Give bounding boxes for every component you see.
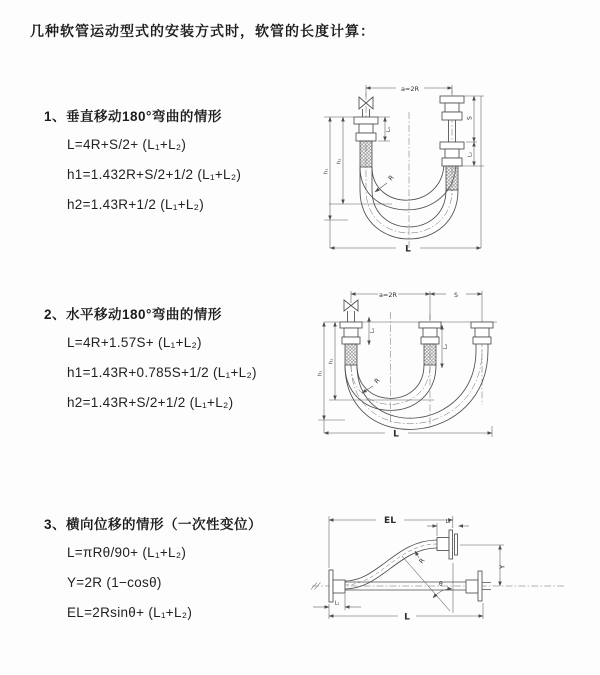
label-a2r: a=2R (400, 84, 420, 93)
section-2-heading: 2、水平移动180°弯曲的情形 (44, 307, 222, 322)
dimension-h1 (318, 322, 346, 433)
label-s: S (466, 116, 474, 120)
left-flange-joint (340, 322, 362, 344)
right-flange (466, 571, 491, 601)
label-h1: h₁ (317, 370, 324, 376)
angle-theta (402, 556, 453, 613)
left-flange (329, 570, 345, 602)
section-3-formula-1: L=πRθ/90+ (L₁+L₂) (67, 545, 187, 560)
hose-u-bends (345, 350, 488, 429)
page-title: 几种软管运动型式的安装方式时，软管的长度计算： (30, 23, 375, 39)
diagram-horizontal-180-bend (300, 283, 600, 455)
dimension-s (460, 96, 484, 248)
section-2-formula-1: L=4R+1.57S+ (L₁+L₂) (67, 335, 202, 350)
label-el: EL (384, 516, 396, 526)
label-y: Y (498, 564, 507, 569)
dimension-a2r (366, 85, 452, 97)
dimension-l2 (427, 519, 469, 536)
section-2-formula-2: h1=1.43R+0.785S+1/2 (L₁+L₂) (67, 365, 257, 380)
section-1-heading: 1、垂直移动180°弯曲的情形 (44, 109, 222, 124)
label-l2: L₂ (467, 151, 474, 157)
label-r: R (372, 376, 382, 386)
label-a2r: a=2R (378, 290, 398, 299)
label-h2: h₂ (336, 158, 343, 164)
label-h2: h₂ (328, 358, 335, 364)
label-s: S (454, 291, 458, 299)
dimension-l1 (369, 317, 376, 345)
dimension-el (329, 516, 453, 568)
middle-flange-joint (419, 322, 441, 344)
right-flange-joint-lower (440, 142, 464, 166)
diagram-vertical-180-bend (298, 58, 598, 263)
label-l2: L₂ (443, 343, 449, 349)
dimension-a2r (351, 291, 482, 322)
section-3 (44, 513, 262, 635)
label-l1: L₁ (334, 600, 340, 607)
section-1-formula-2: h1=1.432R+S/2+1/2 (L₁+L₂) (67, 167, 242, 182)
dimension-s (430, 292, 482, 299)
dimension-l (329, 600, 483, 623)
section-3-formula-2: Y=2R (1−cosθ) (67, 575, 162, 590)
section-1-formula-3: h2=1.43R+1/2 (L₁+L₂) (67, 197, 205, 212)
dimension-l2 (442, 325, 449, 368)
label-r: R (386, 173, 396, 183)
label-h1: h₁ (323, 168, 330, 174)
label-l2: L₂ (445, 519, 451, 525)
radius-leader (415, 551, 427, 565)
label-l: L (405, 244, 411, 255)
section-1-formula-1: L=4R+S/2+ (L₁+L₂) (67, 137, 187, 152)
radius-leader (375, 173, 396, 192)
right-flange-joint (471, 322, 493, 344)
right-flange-joint-upper (440, 96, 464, 120)
left-flange-joint (354, 117, 378, 141)
label-r: R (417, 556, 427, 566)
section-2 (44, 303, 257, 425)
dimension-l1 (378, 117, 392, 141)
upper-flange (437, 530, 458, 559)
section-3-heading: 3、横向位移的情形（一次性变位） (44, 517, 263, 532)
section-2-formula-3: h2=1.43R+S/2+1/2 (L₁+L₂) (67, 395, 234, 410)
left-braided-hose (360, 141, 372, 167)
label-theta: θ (439, 581, 443, 588)
label-l: L (393, 429, 399, 440)
right-braided-hose (446, 166, 458, 190)
label-l: L (404, 612, 410, 623)
dimension-l (324, 426, 492, 440)
middle-braided-hose (424, 344, 436, 365)
label-l1: L₁ (386, 126, 392, 132)
left-pipe-stub (348, 311, 355, 322)
section-1 (44, 105, 241, 227)
left-braided-hose (345, 344, 357, 365)
section-3-formula-3: EL=2Rsinθ+ (L₁+L₂) (67, 605, 193, 620)
radius-leader (362, 376, 382, 393)
dimension-h1 (324, 117, 355, 248)
dimension-l (330, 245, 481, 255)
diagram-lateral-displacement (295, 500, 600, 650)
label-l1: L₁ (370, 327, 376, 333)
dimension-l1 (313, 594, 361, 610)
